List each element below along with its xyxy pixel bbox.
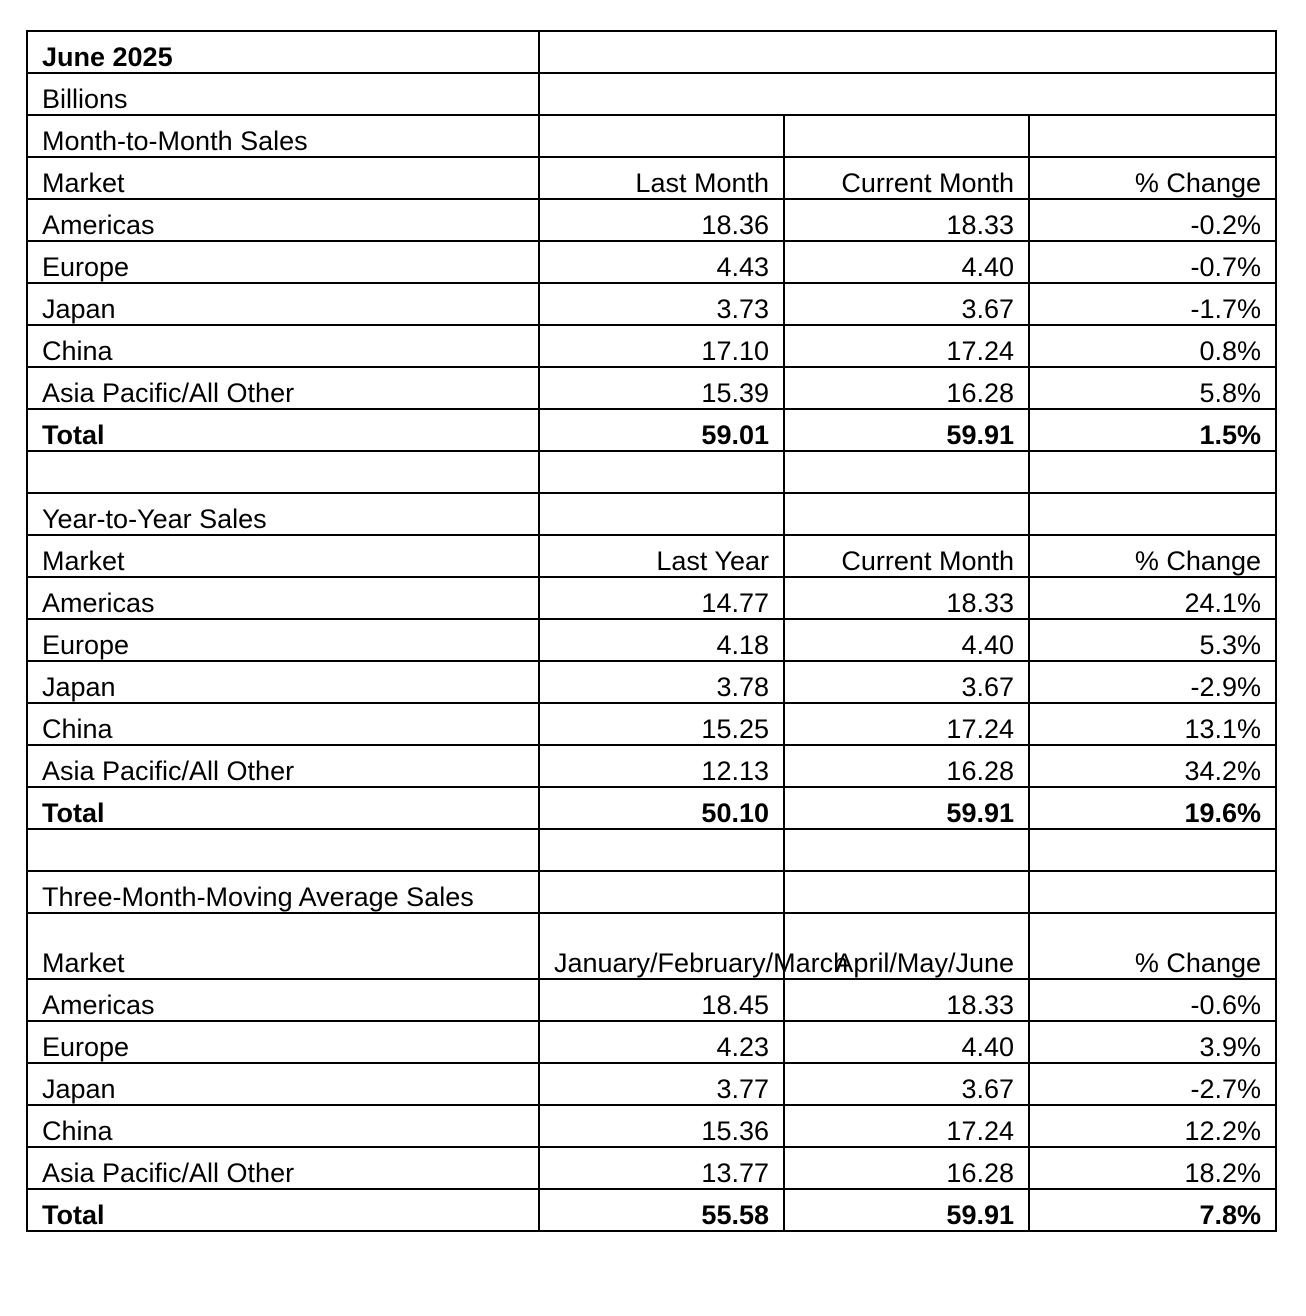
empty-cell [27,829,539,871]
empty-cell [539,31,1276,73]
value-cell: 18.45 [539,979,784,1021]
value-cell: 16.28 [784,745,1029,787]
table-row [27,1063,1276,1105]
market-cell: Americas [27,199,539,241]
sales-report [26,30,1275,1288]
total-value: 59.01 [539,409,784,451]
section-title-row [27,493,1276,535]
value-cell: 4.40 [784,1021,1029,1063]
market-cell: Europe [27,241,539,283]
column-header: Market [27,157,539,199]
total-label: Total [27,1189,539,1231]
empty-cell [784,871,1029,913]
value-cell: 18.36 [539,199,784,241]
empty-cell [784,451,1029,493]
table-row [27,199,1276,241]
change-cell: 5.3% [1029,619,1276,661]
column-header: Last Month [539,157,784,199]
market-cell: Asia Pacific/All Other [27,1147,539,1189]
change-cell: -1.7% [1029,283,1276,325]
value-cell: 15.25 [539,703,784,745]
total-change: 7.8% [1029,1189,1276,1231]
change-cell: 0.8% [1029,325,1276,367]
change-cell: -2.7% [1029,1063,1276,1105]
change-cell: 12.2% [1029,1105,1276,1147]
table-row [27,1021,1276,1063]
total-value: 59.91 [784,787,1029,829]
section-title: Three-Month-Moving Average Sales [27,871,539,913]
empty-cell [784,829,1029,871]
empty-cell [1029,451,1276,493]
market-cell: Europe [27,1021,539,1063]
total-change: 1.5% [1029,409,1276,451]
table-row [27,1105,1276,1147]
value-cell: 3.78 [539,661,784,703]
column-header: % Change [1029,535,1276,577]
column-header: Current Month [784,535,1029,577]
sales-table [26,30,1277,1232]
value-cell: 4.40 [784,619,1029,661]
market-cell: Japan [27,1063,539,1105]
market-cell: Europe [27,619,539,661]
column-header [539,913,849,979]
change-cell: 13.1% [1029,703,1276,745]
section-title: Month-to-Month Sales [27,115,539,157]
value-cell: 17.24 [784,703,1029,745]
value-cell: 15.36 [539,1105,784,1147]
table-row [27,979,1276,1021]
section-title: Year-to-Year Sales [27,493,539,535]
column-header: Current Month [784,157,1029,199]
total-row [27,787,1276,829]
change-cell: 34.2% [1029,745,1276,787]
market-cell: China [27,703,539,745]
value-cell: 3.73 [539,283,784,325]
section-title-row [27,115,1276,157]
total-value: 50.10 [539,787,784,829]
column-header: Market [27,535,539,577]
market-cell: China [27,1105,539,1147]
units-label: Billions [27,73,539,115]
empty-cell [1029,115,1276,157]
change-cell: -0.6% [1029,979,1276,1021]
value-cell: 3.67 [784,283,1029,325]
change-cell: 3.9% [1029,1021,1276,1063]
empty-cell [784,493,1029,535]
change-cell: -0.7% [1029,241,1276,283]
report-title: June 2025 [27,31,539,73]
table-row [27,325,1276,367]
table-row [27,577,1276,619]
spacer-row [27,451,1276,493]
value-cell: 3.67 [784,1063,1029,1105]
table-row [27,283,1276,325]
spacer-row [27,829,1276,871]
column-header: Last Year [539,535,784,577]
empty-cell [1029,871,1276,913]
value-cell: 3.67 [784,661,1029,703]
table-row [27,619,1276,661]
empty-cell [27,451,539,493]
value-cell: 4.23 [539,1021,784,1063]
market-cell: Asia Pacific/All Other [27,745,539,787]
column-header: % Change [1029,913,1276,979]
column-header: % Change [1029,157,1276,199]
value-cell: 16.28 [784,1147,1029,1189]
change-cell: 18.2% [1029,1147,1276,1189]
empty-cell [1029,493,1276,535]
total-value: 59.91 [784,1189,1029,1231]
change-cell: 24.1% [1029,577,1276,619]
table-row [27,745,1276,787]
total-label: Total [27,787,539,829]
total-row [27,1189,1276,1231]
total-value: 55.58 [539,1189,784,1231]
table-row [27,241,1276,283]
value-cell: 12.13 [539,745,784,787]
market-cell: Japan [27,283,539,325]
change-cell: 5.8% [1029,367,1276,409]
total-row [27,409,1276,451]
total-label: Total [27,409,539,451]
table-row [27,367,1276,409]
market-cell: Americas [27,979,539,1021]
market-cell: Japan [27,661,539,703]
value-cell: 4.40 [784,241,1029,283]
section-title-row [27,871,1276,913]
column-header: April/May/June [784,913,1029,979]
value-cell: 3.77 [539,1063,784,1105]
value-cell: 18.33 [784,199,1029,241]
value-cell: 18.33 [784,979,1029,1021]
table-row [27,661,1276,703]
value-cell: 4.18 [539,619,784,661]
empty-cell [539,73,1276,115]
empty-cell [784,115,1029,157]
total-value: 59.91 [784,409,1029,451]
column-header-text: January/February/March [554,948,849,978]
value-cell: 15.39 [539,367,784,409]
table-row [27,703,1276,745]
change-cell: -2.9% [1029,661,1276,703]
market-cell: Asia Pacific/All Other [27,367,539,409]
column-header-row [27,913,1276,979]
total-change: 19.6% [1029,787,1276,829]
empty-cell [1029,829,1276,871]
column-header: Market [27,913,539,979]
empty-cell [539,871,784,913]
value-cell: 17.24 [784,325,1029,367]
value-cell: 14.77 [539,577,784,619]
value-cell: 18.33 [784,577,1029,619]
value-cell: 4.43 [539,241,784,283]
column-header-row [27,157,1276,199]
value-cell: 16.28 [784,367,1029,409]
value-cell: 13.77 [539,1147,784,1189]
value-cell: 17.10 [539,325,784,367]
change-cell: -0.2% [1029,199,1276,241]
empty-cell [539,451,784,493]
report-title-row [27,31,1276,73]
empty-cell [539,493,784,535]
market-cell: China [27,325,539,367]
units-row [27,73,1276,115]
empty-cell [539,115,784,157]
column-header-row [27,535,1276,577]
market-cell: Americas [27,577,539,619]
empty-cell [539,829,784,871]
value-cell: 17.24 [784,1105,1029,1147]
table-row [27,1147,1276,1189]
